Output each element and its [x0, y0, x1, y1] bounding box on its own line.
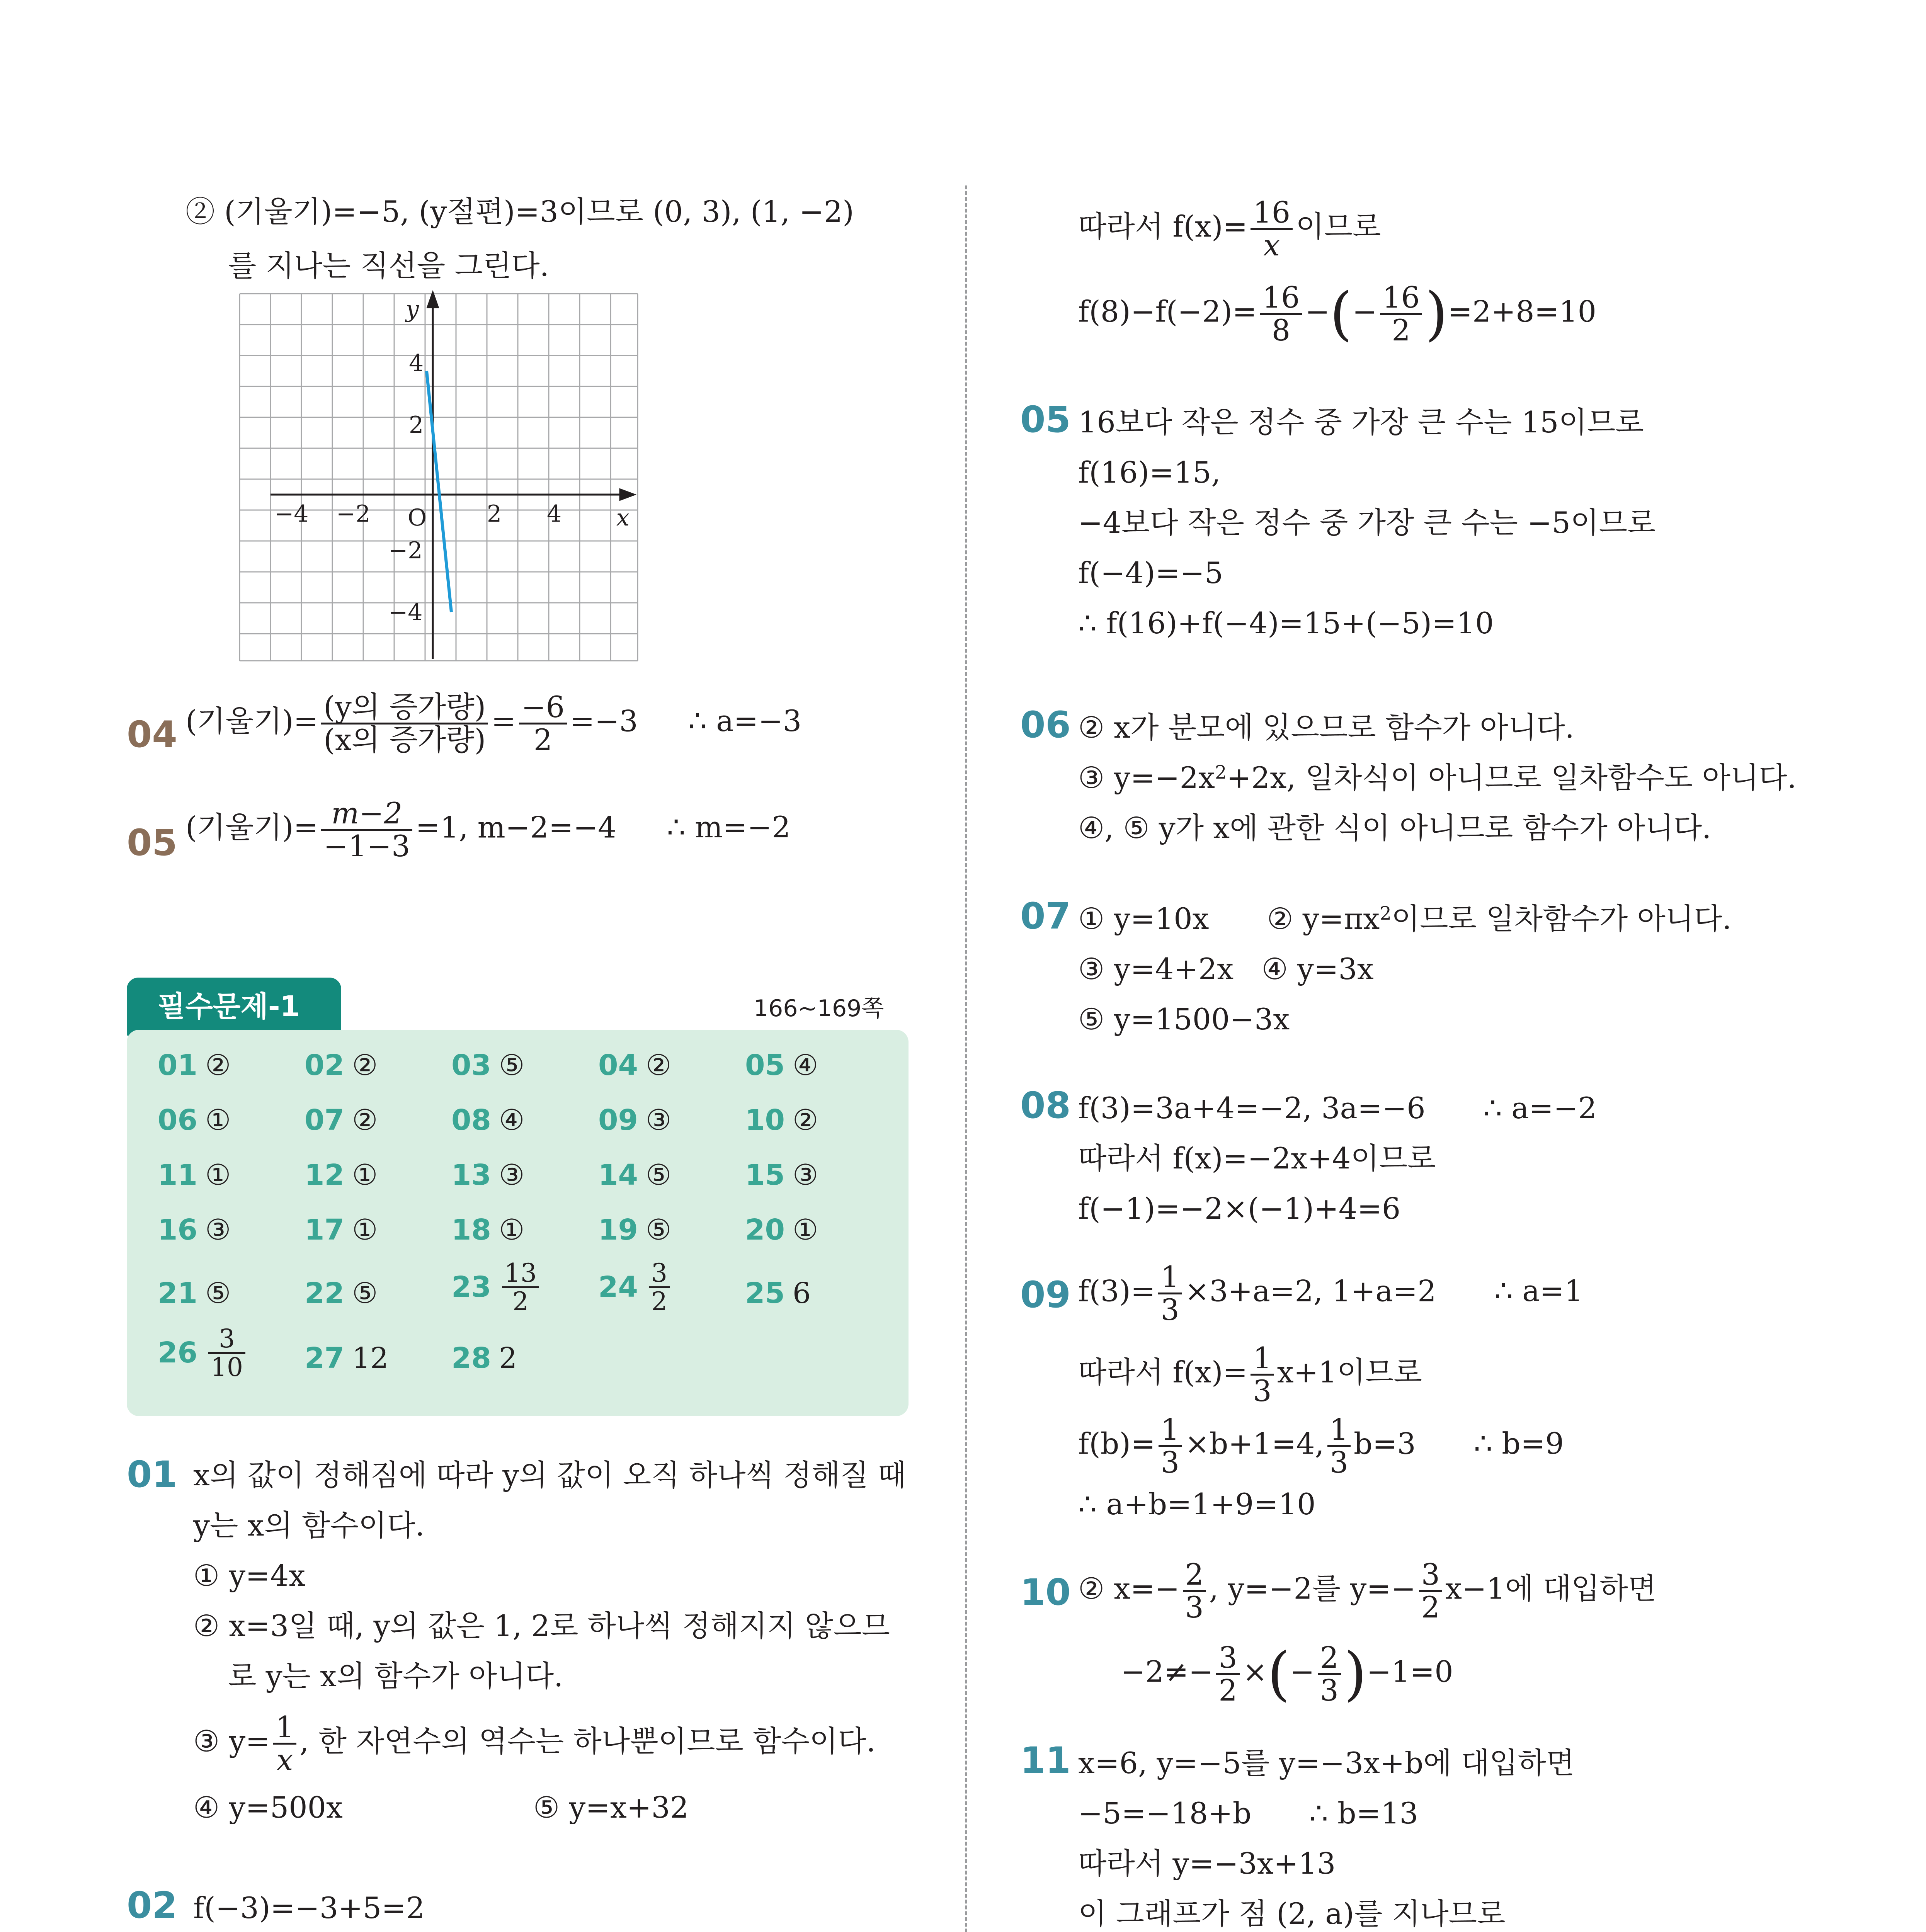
q06-line3: ④, ⑤ y가 x에 관한 식이 아니므로 함수가 아니다.: [1078, 811, 1712, 845]
answer-number: 19: [598, 1213, 638, 1247]
answer-number: 20: [745, 1213, 785, 1247]
q06-line1: ② x가 분모에 있으므로 함수가 아니다.: [1078, 710, 1574, 745]
answer-number: 16: [158, 1213, 197, 1247]
problem-number: 05: [1020, 399, 1071, 441]
result: ∴ a=−3: [688, 704, 802, 738]
numerator: 1: [1158, 1262, 1181, 1294]
answer-value: ②: [352, 1049, 378, 1082]
q08-line3: f(−1)=−2×(−1)+4=6: [1078, 1191, 1401, 1226]
denominator: 2: [1392, 313, 1410, 347]
answer-number: 09: [598, 1104, 638, 1137]
numerator: 2: [1318, 1642, 1341, 1675]
numerator: 16: [1260, 282, 1302, 315]
problem-number: 11: [1020, 1740, 1071, 1782]
y-tick-label: −2: [388, 537, 423, 564]
text: −: [1290, 1654, 1315, 1689]
text: −: [1352, 294, 1377, 329]
fraction: [1419, 1559, 1442, 1623]
answer-value: ⑤: [352, 1277, 378, 1310]
result: ∴ m=−2: [667, 810, 791, 845]
denominator: 3: [1253, 1373, 1272, 1408]
denominator: x: [1263, 228, 1280, 262]
answer-item: [745, 1158, 818, 1192]
text: ×3+a=2, 1+a=2: [1184, 1274, 1436, 1308]
answer-number: 05: [745, 1049, 785, 1082]
answer-item: [451, 1213, 525, 1247]
text: =2+8=10: [1448, 294, 1596, 329]
fraction: [519, 692, 567, 755]
text: −1=0: [1366, 1654, 1453, 1689]
linear-graph: [232, 290, 641, 665]
paren: ): [1425, 280, 1448, 348]
answer-item: [598, 1158, 672, 1192]
numerator: 1: [1251, 1343, 1274, 1376]
answer-value: ①: [499, 1213, 525, 1247]
answer-item: [158, 1158, 231, 1192]
answer-number: 13: [451, 1158, 491, 1192]
result: ∴ a=1: [1494, 1274, 1583, 1308]
text: −2≠−: [1121, 1654, 1213, 1689]
q01-line4: ② x=3일 때, y의 값은 1, 2로 하나씩 정해지지 않으므: [193, 1609, 890, 1643]
answer-item: [451, 1158, 525, 1192]
q01-line7b: ⑤ y=x+32: [533, 1790, 689, 1825]
fraction: [1260, 282, 1302, 346]
numerator: −6: [519, 692, 567, 724]
problem-number: 10: [1020, 1571, 1071, 1614]
answer-item: [158, 1279, 231, 1308]
answer-number: 10: [745, 1104, 785, 1137]
text: ② y=πx: [1267, 901, 1380, 936]
text: +2x, 일차식이 아니므로 일차함수도 아니다.: [1227, 760, 1797, 795]
q05-line1: 16보다 작은 정수 중 가장 큰 수는 15이므로: [1078, 405, 1644, 439]
denominator: 3: [1329, 1445, 1349, 1480]
graph-line-y-equals-minus5x-plus3: [427, 371, 451, 612]
answer-value: ⑤: [205, 1277, 231, 1310]
q02-line: f(−3)=−3+5=2: [193, 1891, 425, 1925]
answer-value: ①: [352, 1158, 378, 1192]
answer-number: 12: [305, 1158, 344, 1192]
denominator: 3: [1160, 1445, 1180, 1480]
q11-line1: x=6, y=−5를 y=−3x+b에 대입하면: [1078, 1746, 1575, 1780]
fraction: [1327, 1414, 1351, 1478]
answer-value: ④: [792, 1049, 818, 1082]
answer-number: 18: [451, 1213, 491, 1247]
q03-part2-line2: 를 지나는 직선을 그린다.: [228, 248, 549, 283]
answer-value: ②: [645, 1049, 672, 1082]
answer-fraction: [649, 1260, 670, 1315]
fraction: [321, 798, 412, 862]
origin-label: O: [408, 504, 427, 531]
answer-value: ⑤: [645, 1158, 672, 1192]
answer-number: 06: [158, 1104, 197, 1137]
denominator: 10: [210, 1352, 243, 1383]
q05-line4: f(−4)=−5: [1078, 556, 1223, 590]
text: , 한 자연수의 역수는 하나뿐이므로 함수이다.: [299, 1724, 876, 1759]
fraction: [1158, 1262, 1181, 1325]
fraction: [1251, 197, 1293, 261]
slope-05: [185, 798, 791, 862]
answer-number: 07: [305, 1104, 344, 1137]
text: ③ y=−2x: [1078, 760, 1215, 795]
answer-item: [158, 1104, 231, 1137]
fraction: [1216, 1642, 1239, 1706]
answer-item: [598, 1051, 671, 1080]
text: b=3: [1354, 1426, 1416, 1461]
superscript: 2: [1215, 762, 1227, 783]
answer-item: [158, 1051, 231, 1080]
text: =−3: [570, 704, 638, 738]
x-tick-label: 2: [487, 500, 502, 527]
text: 이므로 일차함수가 아니다.: [1391, 901, 1732, 936]
answer-value: 6: [792, 1277, 811, 1310]
answer-fraction: [502, 1260, 539, 1315]
denominator: 8: [1271, 313, 1291, 347]
answer-value: ①: [792, 1213, 818, 1247]
answer-value: ③: [499, 1158, 525, 1192]
q08-line1: [1078, 1091, 1597, 1125]
x-tick-label: −2: [336, 500, 371, 527]
answer-fraction: [208, 1325, 245, 1381]
answer-item: [158, 1325, 248, 1381]
text: ×: [1242, 1654, 1268, 1689]
answer-value: ③: [645, 1104, 672, 1137]
q09-line3: [1078, 1414, 1564, 1478]
answer-item: [305, 1213, 378, 1247]
answer-item: [745, 1279, 811, 1308]
text: 따라서 f(x)=: [1078, 1355, 1248, 1389]
answer-item: [745, 1213, 818, 1247]
answer-item: [305, 1051, 378, 1080]
denominator: 2: [651, 1287, 667, 1317]
paren: (: [1330, 280, 1353, 348]
problem-number: 09: [1020, 1274, 1071, 1316]
answer-value: ⑤: [499, 1049, 525, 1082]
q01-line5: 로 y는 x의 함수가 아니다.: [228, 1659, 563, 1693]
slope-04: [185, 692, 801, 755]
q01-line1: x의 값이 정해짐에 따라 y의 값이 오직 하나씩 정해질 때: [193, 1458, 906, 1492]
answer-value: ①: [205, 1104, 231, 1137]
answer-item: [305, 1158, 378, 1192]
q01-line7a: ④ y=500x: [193, 1790, 343, 1825]
problem-number: 07: [1020, 895, 1071, 937]
answer-number: 15: [745, 1158, 785, 1192]
answer-value: ⑤: [645, 1213, 672, 1247]
denominator: 2: [1421, 1590, 1440, 1624]
answer-item: [451, 1260, 542, 1315]
answer-number: 26: [158, 1336, 197, 1369]
answer-number: 01: [158, 1049, 197, 1082]
text: ③ y=: [193, 1724, 270, 1759]
q05-line5: ∴ f(16)+f(−4)=15+(−5)=10: [1078, 606, 1494, 640]
numerator: 1: [1327, 1414, 1351, 1447]
numerator: 2: [1183, 1559, 1206, 1592]
paren: ): [1344, 1640, 1367, 1708]
numerator: 3: [208, 1325, 245, 1354]
q11-line4: 이 그래프가 점 (2, a)를 지나므로: [1078, 1896, 1506, 1931]
numerator: (y의 증가량): [321, 692, 488, 724]
answer-number: 24: [598, 1270, 638, 1304]
answer-item: [745, 1051, 818, 1080]
denominator: 3: [1320, 1673, 1339, 1708]
fraction: [1251, 1343, 1274, 1406]
q09-line1: [1078, 1262, 1583, 1325]
text: ② x=−: [1078, 1571, 1180, 1606]
problem-number: 05: [127, 822, 177, 864]
numerator: m−2: [321, 798, 412, 831]
problem-number: 01: [127, 1454, 177, 1496]
answer-number: 23: [451, 1270, 491, 1304]
fraction: [273, 1712, 296, 1776]
y-tick-label: 2: [409, 412, 424, 439]
problem-number: 08: [1020, 1085, 1071, 1127]
result: ∴ a=−2: [1483, 1091, 1597, 1125]
answer-value: ②: [352, 1104, 378, 1137]
answer-value: ①: [352, 1213, 378, 1247]
answer-number: 17: [305, 1213, 344, 1247]
y-tick-label: −4: [388, 599, 423, 626]
answer-item: [598, 1213, 672, 1247]
text: 따라서 f(x)=: [1078, 209, 1248, 244]
answer-item: [305, 1104, 378, 1137]
answer-item: [745, 1104, 818, 1137]
answer-value: ④: [499, 1104, 525, 1137]
fraction: [321, 692, 488, 755]
q07-line2: ③ y=4+2x ④ y=3x: [1078, 952, 1374, 986]
answer-number: 11: [158, 1158, 197, 1192]
numerator: 3: [1216, 1642, 1239, 1675]
y-axis-label: y: [406, 296, 419, 323]
q03-part2-line1: ② (기울기)=−5, (y절편)=3이므로 (0, 3), (1, −2): [185, 194, 854, 229]
answer-number: 28: [451, 1342, 491, 1375]
q11-line3: 따라서 y=−3x+13: [1078, 1846, 1336, 1881]
denominator: 3: [1185, 1590, 1204, 1624]
q07-line1: [1078, 901, 1732, 936]
numerator: 3: [1419, 1559, 1442, 1592]
q06-line2: [1078, 760, 1797, 795]
q09-line2: [1078, 1343, 1422, 1406]
answer-value: 12: [352, 1342, 389, 1375]
text: f(b)=: [1078, 1426, 1155, 1461]
x-tick-label: −4: [274, 500, 309, 527]
answer-number: 27: [305, 1342, 344, 1375]
q10-line2: [1121, 1642, 1453, 1706]
q08-line2: 따라서 f(x)=−2x+4이므로: [1078, 1141, 1436, 1175]
answer-value: ③: [792, 1158, 818, 1192]
text: f(3)=: [1078, 1274, 1155, 1308]
superscript: 2: [1380, 903, 1392, 924]
fraction: [1380, 282, 1422, 346]
q07-line3: ⑤ y=1500−3x: [1078, 1002, 1290, 1036]
answer-value: 2: [499, 1342, 517, 1375]
answer-value: ②: [205, 1049, 231, 1082]
answer-item: [451, 1051, 524, 1080]
denominator: 2: [1218, 1673, 1237, 1708]
answer-number: 04: [598, 1049, 638, 1082]
text: =: [491, 704, 516, 738]
numerator: 16: [1380, 282, 1422, 315]
fraction: [1318, 1642, 1341, 1706]
column-divider: [965, 185, 967, 1932]
answer-item: [158, 1213, 231, 1247]
x-axis-label: x: [616, 504, 630, 531]
text: (기울기)=: [185, 704, 318, 738]
numerator: 13: [502, 1260, 539, 1288]
answer-item: [305, 1342, 389, 1375]
y-tick-label: 4: [409, 350, 424, 377]
answer-number: 14: [598, 1158, 638, 1192]
problem-number: 06: [1020, 704, 1071, 746]
answer-number: 21: [158, 1277, 197, 1310]
denominator: 3: [1160, 1292, 1179, 1327]
q11-line2: [1078, 1796, 1418, 1830]
denominator: (x의 증가량): [323, 722, 486, 757]
q05-line2: f(16)=15,: [1078, 455, 1221, 490]
answer-number: 22: [305, 1277, 344, 1310]
q01-line3: ① y=4x: [193, 1558, 306, 1593]
problem-number: 02: [127, 1884, 177, 1927]
answer-number: 03: [451, 1049, 491, 1082]
text: f(3)=3a+4=−2, 3a=−6: [1078, 1091, 1426, 1125]
q05-line3: −4보다 작은 정수 중 가장 큰 수는 −5이므로: [1078, 505, 1656, 540]
result: ∴ b=9: [1473, 1426, 1564, 1461]
numerator: 1: [273, 1712, 296, 1745]
q09-line4: ∴ a+b=1+9=10: [1078, 1487, 1316, 1521]
answer-number: 08: [451, 1104, 491, 1137]
text: , y=−2를 y=−: [1209, 1571, 1416, 1606]
text: ×b+1=4,: [1185, 1426, 1324, 1461]
result: ∴ b=13: [1309, 1796, 1418, 1830]
denominator: 2: [512, 1287, 529, 1317]
text: −: [1305, 294, 1330, 329]
text: f(8)−f(−2)=: [1078, 294, 1257, 329]
q01-line2: y는 x의 함수이다.: [193, 1508, 425, 1543]
fraction: [1159, 1414, 1182, 1478]
answer-item: [451, 1342, 517, 1375]
problem-number: 04: [127, 714, 177, 756]
answer-item: [305, 1279, 378, 1308]
page-range: 166~169쪽: [754, 995, 884, 1022]
text: −5=−18+b: [1078, 1796, 1252, 1830]
denominator: −1−3: [323, 828, 410, 863]
text: x−1에 대입하면: [1445, 1571, 1657, 1606]
numerator: 16: [1251, 197, 1293, 230]
text: (기울기)=: [185, 810, 318, 845]
q01-line6: [193, 1712, 876, 1776]
section-badge: 필수문제-1: [127, 978, 341, 1036]
answer-item: [451, 1104, 525, 1137]
text: ① y=10x: [1078, 901, 1209, 936]
fraction: [1183, 1559, 1206, 1623]
numerator: 3: [649, 1260, 670, 1288]
answer-value: ③: [205, 1213, 231, 1247]
q10-line1: [1078, 1559, 1656, 1623]
answer-number: 02: [305, 1049, 344, 1082]
text: =1, m−2=−4: [415, 810, 617, 845]
denominator: 2: [533, 722, 553, 757]
answer-value: ①: [205, 1158, 231, 1192]
q04-cont-line1: [1078, 197, 1381, 261]
q04-cont-line2: [1078, 282, 1596, 346]
answer-item: [598, 1260, 673, 1315]
denominator: x: [276, 1742, 293, 1777]
numerator: 1: [1159, 1414, 1182, 1447]
answer-number: 25: [745, 1277, 785, 1310]
answer-item: [598, 1104, 672, 1137]
x-tick-label: 4: [547, 500, 562, 527]
answer-value: ②: [792, 1104, 818, 1137]
text: 이므로: [1296, 209, 1381, 244]
text: x+1이므로: [1277, 1355, 1422, 1389]
paren: (: [1267, 1640, 1290, 1708]
